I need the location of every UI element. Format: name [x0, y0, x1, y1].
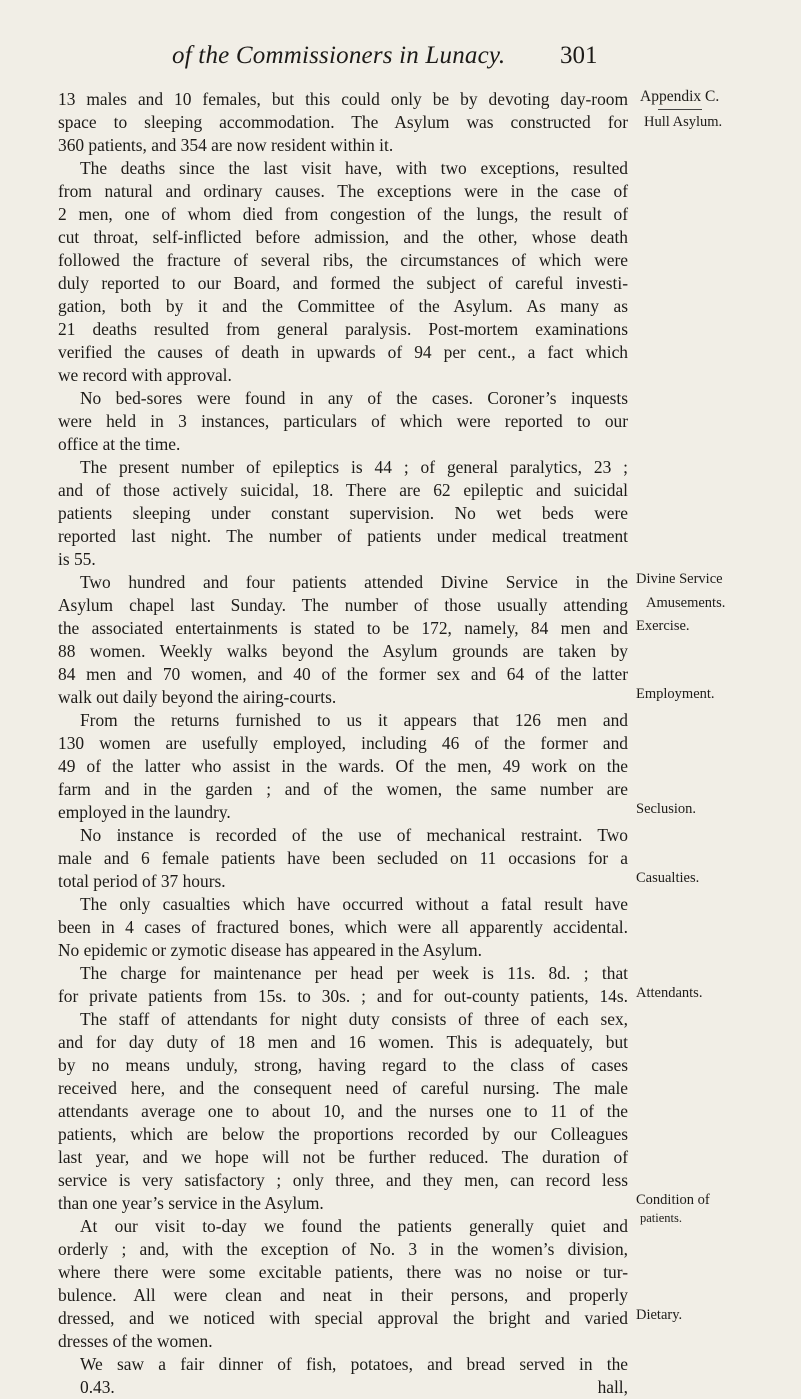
text-line: 84 men and 70 women, and 40 of the former sex and 64 of the latter — [58, 664, 628, 684]
text-line: duly reported to our Board, and formed the subject of careful investi- — [58, 273, 628, 293]
running-title: of the Commissioners in Lunacy. — [172, 42, 506, 69]
text-line: and for day duty of 18 men and 16 women. This is adequately, but — [58, 1032, 628, 1052]
margin-note-patients: patients. — [640, 1211, 683, 1225]
appendix-rule — [658, 109, 702, 110]
margin-note-casualties: Casualties. — [636, 870, 700, 886]
margin-note-exercise: Exercise. — [636, 618, 690, 634]
text-line: where there were some excitable patients, there was no noise or tur- — [58, 1262, 628, 1282]
text-line: than one year’s service in the Asylum. — [58, 1193, 324, 1213]
text-line: total period of 37 hours. — [58, 871, 226, 891]
text-line: employed in the laundry. — [58, 802, 231, 822]
margin-note-attendants: Attendants. — [636, 985, 703, 1001]
text-line: space to sleeping accommodation. The Asylum was constructed for — [58, 112, 628, 132]
text-line: walk out daily beyond the airing-courts. — [58, 687, 337, 707]
margin-note-seclusion: Seclusion. — [636, 801, 697, 817]
text-line: 360 patients, and 354 are now resident within it. — [58, 135, 394, 155]
catchword: hall, — [597, 1377, 628, 1397]
text-line: gation, both by it and the Committee of the Asylum. As many as — [58, 296, 628, 316]
text-line: 130 women are usefully employed, including 46 of the former and — [58, 733, 628, 753]
text-line: farm and in the garden ; and of the women, the same number are — [58, 779, 628, 799]
margin-note-dietary: Dietary. — [636, 1307, 683, 1323]
margin-note-employment: Employment. — [636, 686, 715, 702]
text-line: received here, and the consequent need of careful nursing. The male — [58, 1078, 628, 1098]
text-line: we record with approval. — [58, 365, 232, 385]
text-line: Asylum chapel last Sunday. The number of those usually attending — [58, 595, 628, 615]
text-line: bulence. All were clean and neat in their persons, and properly — [58, 1285, 628, 1305]
text-line: At our visit to-day we found the patients generally quiet and — [80, 1216, 628, 1236]
text-line: office at the time. — [58, 434, 181, 454]
text-line: Two hundred and four patients attended Divine Service in the — [80, 572, 628, 592]
text-line: and of those actively suicidal, 18. There are 62 epileptic and suicidal — [58, 480, 628, 500]
text-line: The staff of attendants for night duty consists of three of each sex, — [80, 1009, 628, 1029]
text-line: from natural and ordinary causes. The exceptions were in the case of — [58, 181, 628, 201]
text-line: patients sleeping under constant supervision. No wet beds were — [58, 503, 628, 523]
text-line: No epidemic or zymotic disease has appeared in the Asylum. — [58, 940, 483, 960]
text-line: patients, which are below the proportions recorded by our Colleagues — [58, 1124, 628, 1144]
margin-note-condition-of: Condition of — [636, 1192, 710, 1208]
text-line: 49 of the latter who assist in the wards. Of the men, 49 work on the — [58, 756, 628, 776]
text-line: 21 deaths resulted from general paralysis. Post-mortem examinations — [58, 319, 628, 339]
text-line: reported last night. The number of patients under medical treatment — [58, 526, 628, 546]
text-line: The present number of epileptics is 44 ; of general paralytics, 23 ; — [80, 457, 628, 477]
text-line: No instance is recorded of the use of mechanical restraint. Two — [80, 825, 628, 845]
text-line: for private patients from 15s. to 30s. ; and for out-county patients, 14s. — [58, 986, 628, 1006]
body-text — [58, 88, 628, 1399]
text-line: The charge for maintenance per head per week is 11s. 8d. ; that — [80, 963, 628, 983]
text-line: the associated entertainments is stated to be 172, namely, 84 men and — [58, 618, 628, 638]
text-line: 2 men, one of whom died from congestion of the lungs, the result of — [58, 204, 628, 224]
text-line: From the returns furnished to us it appears that 126 men and — [80, 710, 628, 730]
text-line: last year, and we hope will not be further reduced. The duration of — [58, 1147, 628, 1167]
text-line: The only casualties which have occurred without a fatal result have — [80, 894, 628, 914]
margin-note-divine-service: Divine Service — [636, 571, 723, 587]
text-line: orderly ; and, with the exception of No. 3 in the women’s division, — [58, 1239, 628, 1259]
text-line: cut throat, self-inflicted before admission, and the other, whose death — [58, 227, 628, 247]
text-line: by no means unduly, strong, having regard to the class of cases — [58, 1055, 628, 1075]
page-header — [0, 42, 801, 82]
text-line: The deaths since the last visit have, with two exceptions, resulted — [80, 158, 628, 178]
text-line: 88 women. Weekly walks beyond the Asylum grounds are taken by — [58, 641, 628, 661]
text-line: 13 males and 10 females, but this could only be by devoting day-room — [58, 89, 628, 109]
text-line: been in 4 cases of fractured bones, which were all apparently accidental. — [58, 917, 628, 937]
margin-note-appendix: Appendix C. — [640, 88, 720, 105]
text-line: dressed, and we noticed with special approval the bright and varied — [58, 1308, 628, 1328]
text-line: We saw a fair dinner of fish, potatoes, and bread served in the — [80, 1354, 628, 1374]
text-line: is 55. — [58, 549, 96, 569]
text-line: attendants average one to about 10, and the nurses one to 11 of the — [58, 1101, 628, 1121]
margin-note-amusements: Amusements. — [646, 595, 726, 611]
text-line: dresses of the women. — [58, 1331, 213, 1351]
text-line: verified the causes of death in upwards of 94 per cent., a fact which — [58, 342, 628, 362]
text-line: male and 6 female patients have been secluded on 11 occasions for a — [58, 848, 628, 868]
signature-mark: 0.43. — [80, 1377, 115, 1397]
catchline — [58, 1376, 628, 1399]
text-line: No bed-sores were found in any of the cases. Coroner’s inquests — [80, 388, 628, 408]
margin-note-hull-asylum: Hull Asylum. — [644, 114, 723, 130]
text-line: followed the fracture of several ribs, the circumstances of which were — [58, 250, 628, 270]
text-line: were held in 3 instances, particulars of which were reported to our — [58, 411, 628, 431]
page-number: 301 — [560, 42, 598, 69]
text-line: service is very satisfactory ; only three, and they men, can record less — [58, 1170, 628, 1190]
